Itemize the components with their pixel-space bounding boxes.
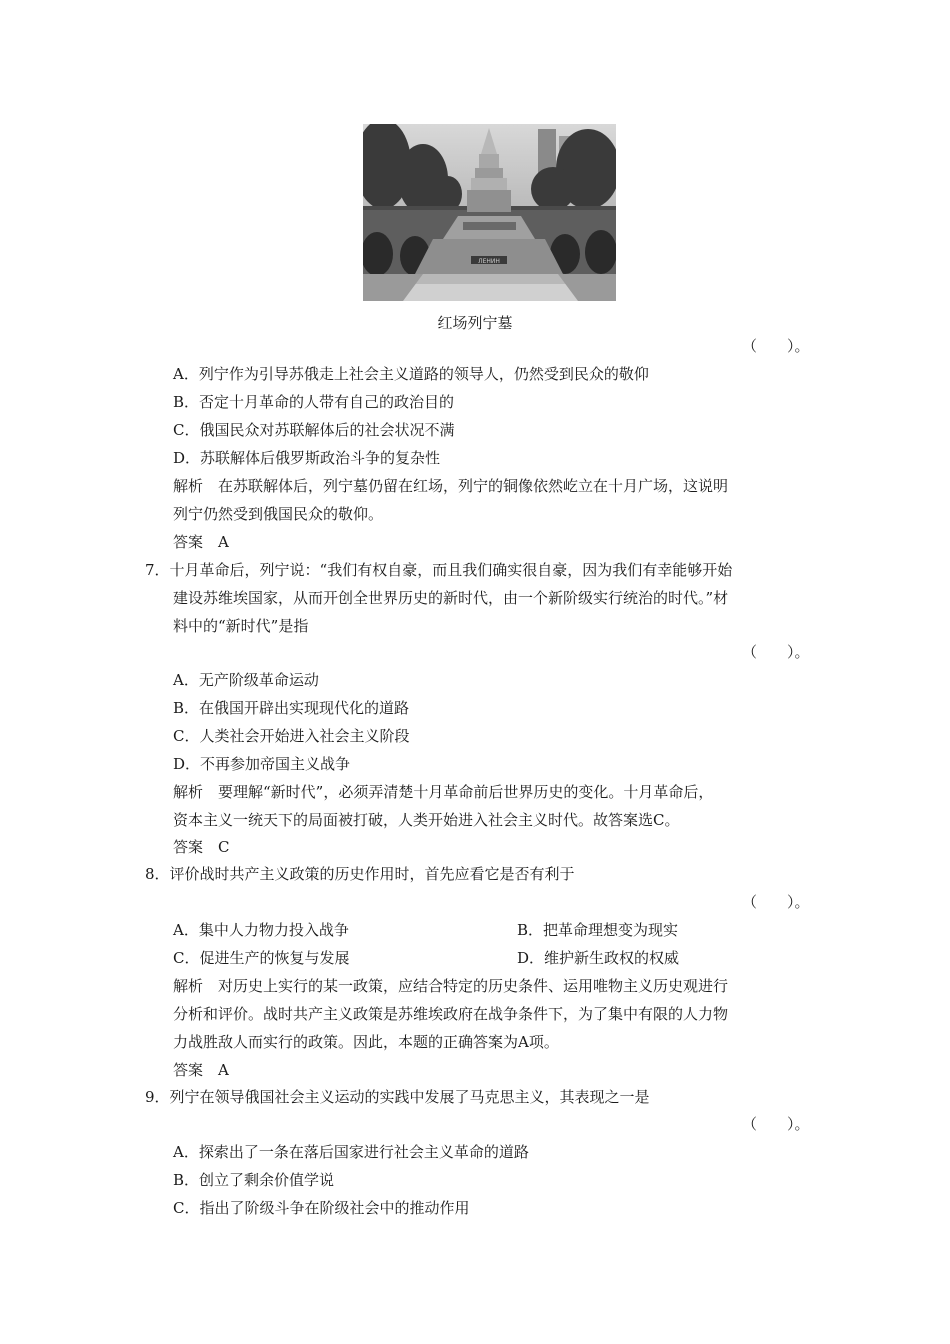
q8-analysis-line-2: 分析和评价。战时共产主义政策是苏维埃政府在战争条件下，为了集中有限的人力物 — [173, 1005, 729, 1023]
q7-option-b: B．在俄国开辟出实现现代化的道路 — [173, 699, 410, 717]
q7-option-d: D．不再参加帝国主义战争 — [173, 755, 351, 773]
q8-option-b: B．把革命理想变为现实 — [517, 921, 679, 939]
q8-answer-blank: （ ）。 — [742, 893, 810, 911]
q9-option-b: B．创立了剩余价值学说 — [173, 1171, 335, 1189]
q8-analysis-line-3: 力战胜敌人而实行的政策。因此，本题的正确答案为A项。 — [173, 1033, 559, 1051]
q6-analysis-line-2: 列宁仍然受到俄国民众的敬仰。 — [173, 505, 384, 523]
q7-analysis-line-2: 资本主义一统天下的局面被打破，人类开始进入社会主义时代。故答案选C。 — [173, 811, 680, 829]
q8-option-c: C．促进生产的恢复与发展 — [173, 949, 350, 967]
q7-option-a: A．无产阶级革命运动 — [173, 671, 319, 689]
q6-option-b: B．否定十月革命的人带有自己的政治目的 — [173, 393, 455, 411]
q7-answer-blank: （ ）。 — [742, 643, 810, 661]
q7-analysis-line-1: 解析 要理解“新时代”，必须弄清楚十月革命前后世界历史的变化。十月革命后， — [173, 783, 714, 801]
figure-caption: 红场列宁墓 — [437, 314, 513, 332]
q8-option-d: D．维护新生政权的权威 — [517, 949, 680, 967]
q7-stem-line-2: 建设苏维埃国家，从而开创全世界历史的新时代，由一个新阶级实行统治的时代。”材 — [173, 589, 729, 607]
q6-option-c: C．俄国民众对苏联解体后的社会状况不满 — [173, 421, 455, 439]
q9-option-a: A．探索出了一条在落后国家进行社会主义革命的道路 — [173, 1143, 529, 1161]
q6-answer-blank: （ ）。 — [742, 337, 810, 355]
q8-analysis-line-1: 解析 对历史上实行的某一政策，应结合特定的历史条件、运用唯物主义历史观进行 — [173, 977, 729, 995]
q9-option-c: C．指出了阶级斗争在阶级社会中的推动作用 — [173, 1199, 470, 1217]
q7-stem-line-1: 7．十月革命后，列宁说：“我们有权自豪，而且我们确实很自豪，因为我们有幸能够开始 — [145, 561, 733, 579]
q6-option-a: A．列宁作为引导苏俄走上社会主义道路的领导人，仍然受到民众的敬仰 — [173, 365, 649, 383]
q7-stem-line-3: 料中的“新时代”是指 — [173, 617, 309, 635]
q6-answer: 答案 A — [173, 533, 229, 551]
q8-answer: 答案 A — [173, 1061, 229, 1079]
q7-answer: 答案 C — [173, 838, 230, 856]
lenin-mausoleum-photo — [363, 124, 616, 301]
q8-stem: 8．评价战时共产主义政策的历史作用时，首先应看它是否有利于 — [145, 865, 575, 883]
q6-option-d: D．苏联解体后俄罗斯政治斗争的复杂性 — [173, 449, 441, 467]
q9-stem: 9．列宁在领导俄国社会主义运动的实践中发展了马克思主义，其表现之一是 — [145, 1088, 650, 1106]
q9-answer-blank: （ ）。 — [742, 1115, 810, 1133]
q6-analysis-line-1: 解析 在苏联解体后，列宁墓仍留在红场，列宁的铜像依然屹立在十月广场，这说明 — [173, 477, 729, 495]
mausoleum-plaque: ЛЕНИН — [478, 258, 500, 265]
q7-option-c: C．人类社会开始进入社会主义阶段 — [173, 727, 410, 745]
q8-option-a: A．集中人力物力投入战争 — [173, 921, 349, 939]
